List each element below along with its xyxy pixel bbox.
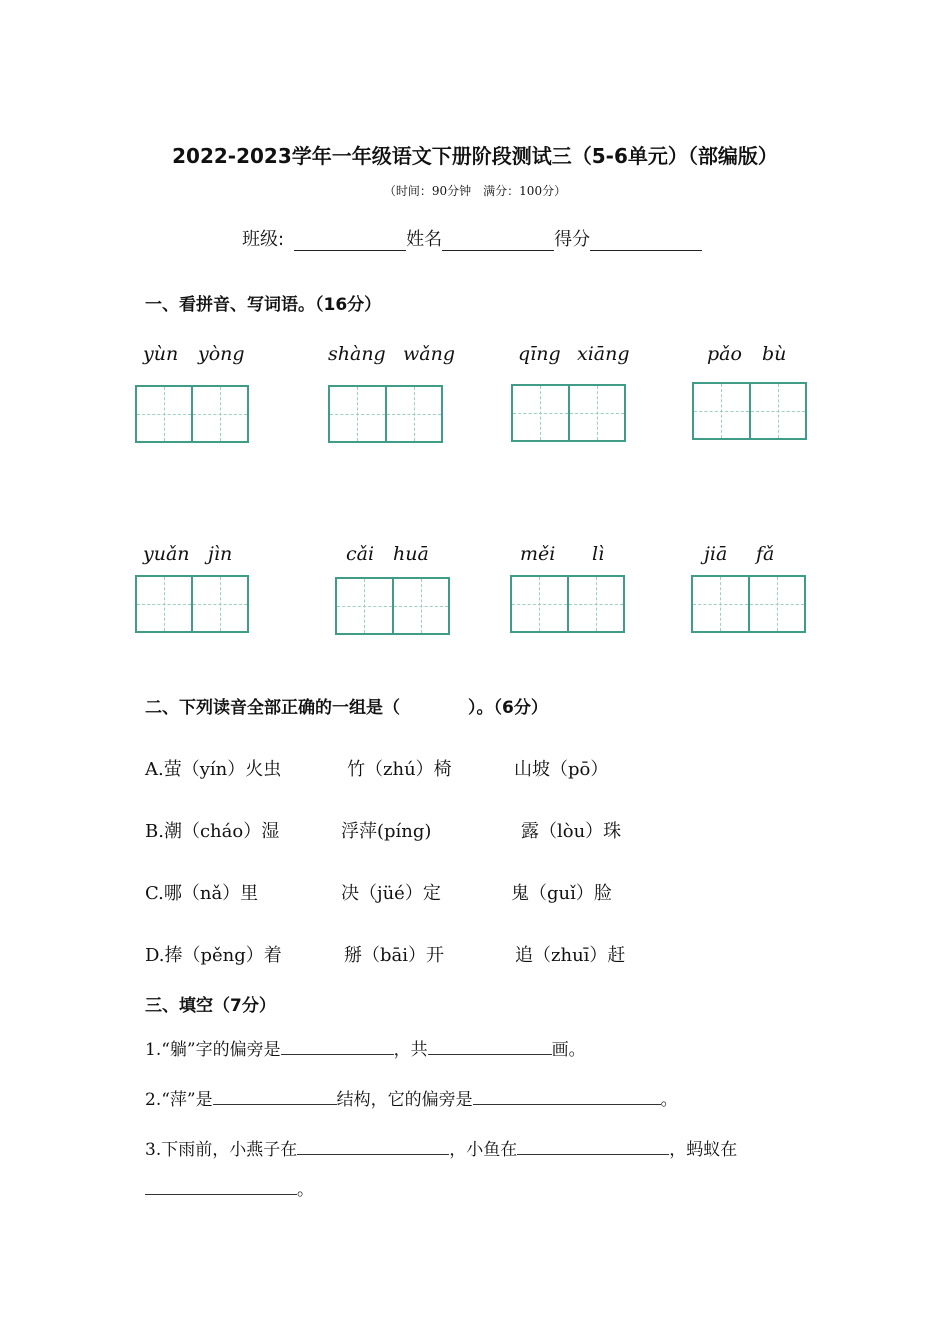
option-c-part-1: C.哪（nǎ）里 — [145, 883, 259, 904]
pinyin-4-a: pǎo — [707, 343, 742, 365]
writing-grid-7[interactable] — [510, 575, 625, 633]
q2-text-1: 2.“萍”是 — [145, 1090, 213, 1110]
writing-grid-6[interactable] — [335, 577, 450, 635]
pinyin-8-a: jiā — [704, 543, 728, 565]
q2-text-3: 。 — [660, 1090, 678, 1110]
option-b-part-2: 浮萍(píng) — [341, 821, 432, 842]
pinyin-2-a: shàng — [328, 343, 386, 365]
q3-blank-1[interactable] — [297, 1138, 449, 1155]
q1-text-1: 1.“躺”字的偏旁是 — [145, 1040, 281, 1060]
pinyin-1-a: yùn — [143, 343, 179, 365]
option-d[interactable] — [145, 941, 845, 967]
class-label: 班级: — [242, 229, 285, 250]
option-c-part-2: 决（jüé）定 — [341, 883, 441, 904]
q2-blank-2[interactable] — [473, 1088, 661, 1105]
fill-question-1 — [145, 1035, 586, 1060]
q2-text-2: 结构，它的偏旁是 — [336, 1090, 473, 1110]
name-blank[interactable] — [442, 230, 554, 251]
q1-blank-2[interactable] — [428, 1038, 552, 1055]
section-3-heading: 三、填空（7分） — [145, 996, 276, 1016]
option-b[interactable] — [145, 817, 845, 843]
writing-grid-8[interactable] — [691, 575, 806, 633]
q1-text-2: ，共 — [393, 1040, 428, 1060]
q3-text-3: ，蚂蚁在 — [669, 1140, 738, 1160]
option-b-part-3: 露（lòu）珠 — [521, 821, 622, 842]
pinyin-1-b: yòng — [198, 343, 245, 365]
q3-blank-3[interactable] — [145, 1178, 297, 1195]
pinyin-5-a: yuǎn — [143, 543, 190, 565]
q3-text-1: 3.下雨前，小燕子在 — [145, 1140, 298, 1160]
pinyin-3-a: qīng — [518, 343, 561, 365]
writing-grid-4[interactable] — [692, 382, 807, 440]
fill-question-3 — [145, 1135, 737, 1160]
q3-text-4: 。 — [297, 1180, 314, 1200]
pinyin-7-b: lì — [592, 543, 605, 565]
pinyin-3-b: xiāng — [577, 343, 630, 365]
option-b-part-1: B.潮（cháo）湿 — [145, 821, 280, 842]
writing-grid-1[interactable] — [135, 385, 249, 443]
option-d-part-1: D.捧（pěng）着 — [145, 945, 282, 966]
pinyin-5-b: jìn — [208, 543, 233, 565]
pinyin-6-a: cǎi — [346, 543, 375, 565]
score-blank[interactable] — [590, 230, 702, 251]
option-a-part-2: 竹（zhú）椅 — [347, 759, 452, 780]
option-a-part-3: 山坡（pō） — [514, 759, 609, 780]
q2-blank-1[interactable] — [213, 1088, 337, 1105]
pinyin-4-b: bù — [762, 343, 787, 365]
fill-question-2 — [145, 1085, 678, 1110]
score-label: 得分 — [554, 229, 591, 250]
writing-grid-2[interactable] — [328, 385, 443, 443]
writing-grid-3[interactable] — [511, 384, 626, 442]
section-2-heading: 二、下列读音全部正确的一组是（ ）。（6分） — [145, 698, 548, 718]
pinyin-2-b: wǎng — [403, 343, 455, 365]
option-d-part-3: 追（zhuī）赶 — [515, 945, 626, 966]
q1-text-3: 画。 — [551, 1040, 586, 1060]
writing-grid-5[interactable] — [135, 575, 249, 633]
page-title: 2022-2023学年一年级语文下册阶段测试三（5-6单元）（部编版） — [172, 144, 778, 168]
exam-meta: （时间：90分钟 满分：100分） — [383, 184, 567, 198]
pinyin-8-b: fǎ — [756, 543, 775, 565]
q3-blank-2[interactable] — [517, 1138, 669, 1155]
class-blank[interactable] — [294, 230, 406, 251]
section-1-heading: 一、看拼音、写词语。（16分） — [145, 295, 382, 315]
name-label: 姓名 — [406, 229, 443, 250]
q1-blank-1[interactable] — [281, 1038, 394, 1055]
option-c-part-3: 鬼（guǐ）脸 — [511, 883, 612, 904]
student-info-row — [242, 225, 702, 251]
pinyin-6-b: huā — [393, 543, 429, 565]
pinyin-7-a: měi — [520, 543, 556, 565]
q3-text-2: ，小鱼在 — [449, 1140, 518, 1160]
fill-question-3-cont — [145, 1175, 314, 1200]
option-a[interactable] — [145, 755, 845, 781]
option-c[interactable] — [145, 879, 845, 905]
option-d-part-2: 掰（bāi）开 — [344, 945, 445, 966]
option-a-part-1: A.萤（yín）火虫 — [145, 759, 282, 780]
